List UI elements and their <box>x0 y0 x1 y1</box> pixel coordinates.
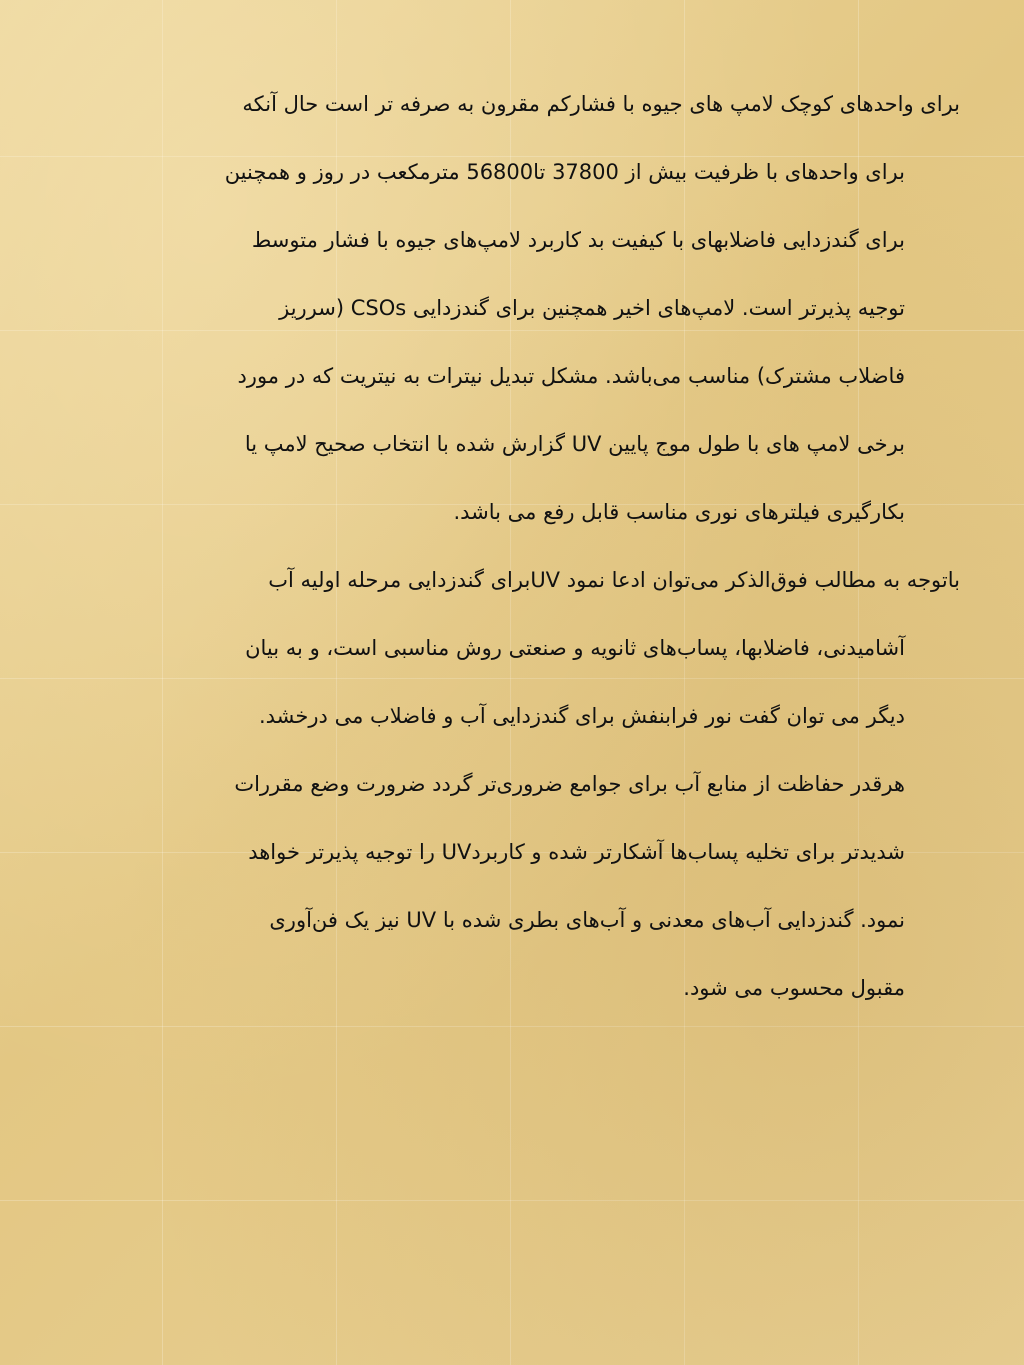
text-line: نمود. گندزدایی آب‌های معدنی و آب‌های بطری شده با UV نیز یک فن‌آوری <box>269 908 905 932</box>
text-line: برای واحدهای با ظرفیت بیش از 37800 تا56800 مترمکعب در روز و همچنین <box>224 160 905 184</box>
paragraph-1 <box>80 70 960 546</box>
text-line: مقبول محسوب می شود. <box>683 976 905 1000</box>
text-line: فاضلاب مشترک) مناسب می‌باشد. مشکل تبدیل نیترات به نیتریت که در مورد <box>237 364 905 388</box>
text-line: بکارگیری فیلترهای نوری مناسب قابل رفع می باشد. <box>453 500 905 524</box>
text-line: توجیه پذیرتر است. لامپ‌های اخیر همچنین برای گندزدایی CSOs (سرریز <box>279 296 905 320</box>
text-line: برخی لامپ های با طول موج پایین UV گزارش شده با انتخاب صحیح لامپ یا <box>244 432 905 456</box>
text-line: هرقدر حفاظت از منابع آب برای جوامع ضروری‌تر گردد ضرورت وضع مقررات <box>234 772 905 796</box>
text-line: برای واحدهای کوچک لامپ های جیوه با فشارکم مقرون به صرفه تر است حال آنکه <box>242 92 960 116</box>
text-line: شدیدتر برای تخلیه پساب‌ها آشکارتر شده و کاربردUV را توجیه پذیرتر خواهد <box>248 840 905 864</box>
text-line: دیگر می توان گفت نور فرابنفش برای گندزدایی آب و فاضلاب می درخشد. <box>258 704 905 728</box>
text-line: آشامیدنی، فاضلابها، پساب‌های ثانویه و صنعتی روش مناسبی است، و به بیان <box>245 636 905 660</box>
text-body <box>80 70 960 1022</box>
text-line: برای گندزدایی فاضلابهای با کیفیت بد کاربرد لامپ‌های جیوه با فشار متوسط <box>251 228 905 252</box>
paragraph-2 <box>80 546 960 1022</box>
text-line: باتوجه به مطالب فوق‌الذکر می‌توان ادعا نمود UVبرای گندزدایی مرحله اولیه آب <box>268 568 960 592</box>
